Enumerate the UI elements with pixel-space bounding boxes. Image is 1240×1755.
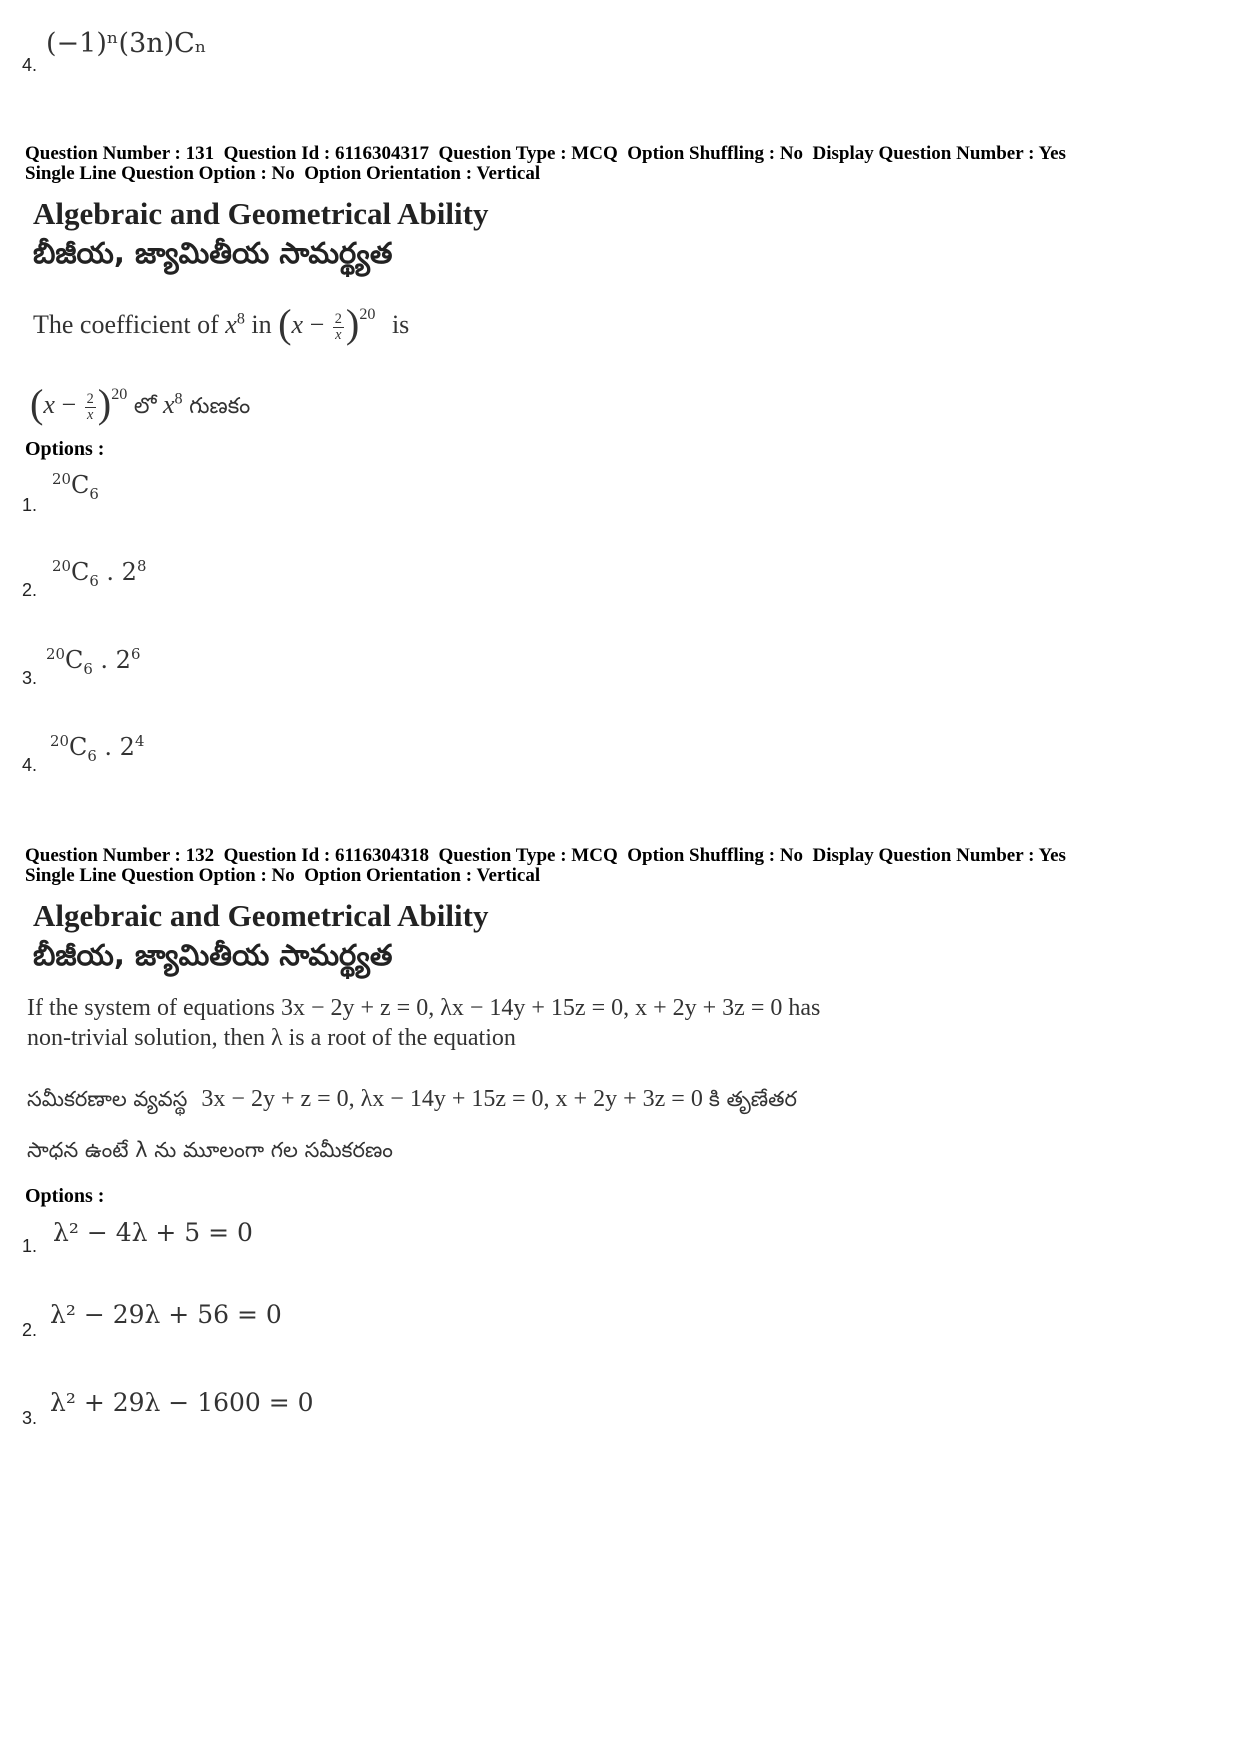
binomial-expression-te: (x − $\frac{2}{x}$ )$^{20}$: [30, 381, 128, 426]
question-text-te: (x − $\frac{2}{x}$ )$^{20}$ లో $x^8$ గుణకం: [30, 381, 251, 426]
te-equation: 3x − 2y + z = 0, λx − 14y + 15z = 0, x + 2y + 3z = 0: [201, 1086, 703, 1112]
question-text-te-line1: [27, 1086, 797, 1117]
option-number: 2.: [22, 1320, 38, 1340]
option-expression: $^{20}C_6$: [52, 470, 99, 503]
question-meta-line1: Question Number : 132 Question Id : 6116304318 Question Type : MCQ Option Shuffling : No Display Question Number : Yes: [25, 845, 1066, 866]
subject-title-en: Algebraic and Geometrical Ability: [33, 196, 489, 231]
question-meta-line1: Question Number : 131 Question Id : 6116304317 Question Type : MCQ Option Shuffling : No Display Question Number : Yes: [25, 143, 1066, 164]
question-text-prefix: The coefficient of: [33, 310, 219, 339]
question-text-in: in: [251, 310, 272, 339]
subject-title-te: బీజీయ, జ్యామితీయ సామర్థ్యత: [33, 236, 393, 270]
question-text-en: The coefficient of $x^8$ in (x − $\frac{2}{x}$ )$^{20}$ is: [33, 301, 410, 346]
binomial-expression: (x − $\frac{2}{x}$ )$^{20}$: [278, 301, 376, 346]
question-text-en-line2: non-trivial solution, then λ is a root of the equation: [27, 1025, 516, 1051]
option-expression: λ² − 4λ + 5 = 0: [53, 1218, 253, 1247]
option-expression: $^{20}C_6$ . $2^6$: [46, 645, 141, 678]
option-number: 3.: [22, 1408, 38, 1428]
option-number: 2.: [22, 580, 38, 600]
option-expression: λ² − 29λ + 56 = 0: [50, 1300, 282, 1329]
te-suffix: కి తృణేతర: [708, 1087, 797, 1111]
question-text-suffix: is: [391, 310, 410, 339]
options-label: Options :: [25, 1185, 105, 1207]
option-number: 3.: [22, 668, 38, 688]
option-expression: $^{20}C_6$ . $2^4$: [50, 732, 145, 765]
subject-title-te: బీజీయ, జ్యామితీయ సామర్థ్యత: [33, 938, 393, 972]
option-number: 4.: [22, 55, 38, 75]
option-number: 1.: [22, 495, 38, 515]
question-meta-line2: Single Line Question Option : No Option Orientation : Vertical: [25, 865, 541, 886]
question-meta-line2: Single Line Question Option : No Option Orientation : Vertical: [25, 163, 541, 184]
option-number: 1.: [22, 1236, 38, 1256]
options-label: Options :: [25, 438, 105, 460]
option-expression: λ² + 29λ − 1600 = 0: [50, 1388, 314, 1417]
option-expression: $^{20}C_6$ . $2^8$: [52, 557, 147, 590]
question-text-en-line1: If the system of equations 3x − 2y + z = 0, λx − 14y + 15z = 0, x + 2y + 3z = 0 has: [27, 995, 821, 1021]
question-text-te-lo: లో: [133, 394, 157, 419]
option-expression: (−1)ⁿ(3n)Cₙ: [46, 28, 207, 59]
question-text-te-line2: సాధన ఉంటే λ ను మూలంగా గల సమీకరణం: [27, 1138, 393, 1162]
question-text-te-end: గుణకం: [189, 394, 251, 419]
option-number: 4.: [22, 755, 38, 775]
te-prefix: సమీకరణాల వ్యవస్థ: [27, 1087, 188, 1111]
subject-title-en: Algebraic and Geometrical Ability: [33, 898, 489, 933]
